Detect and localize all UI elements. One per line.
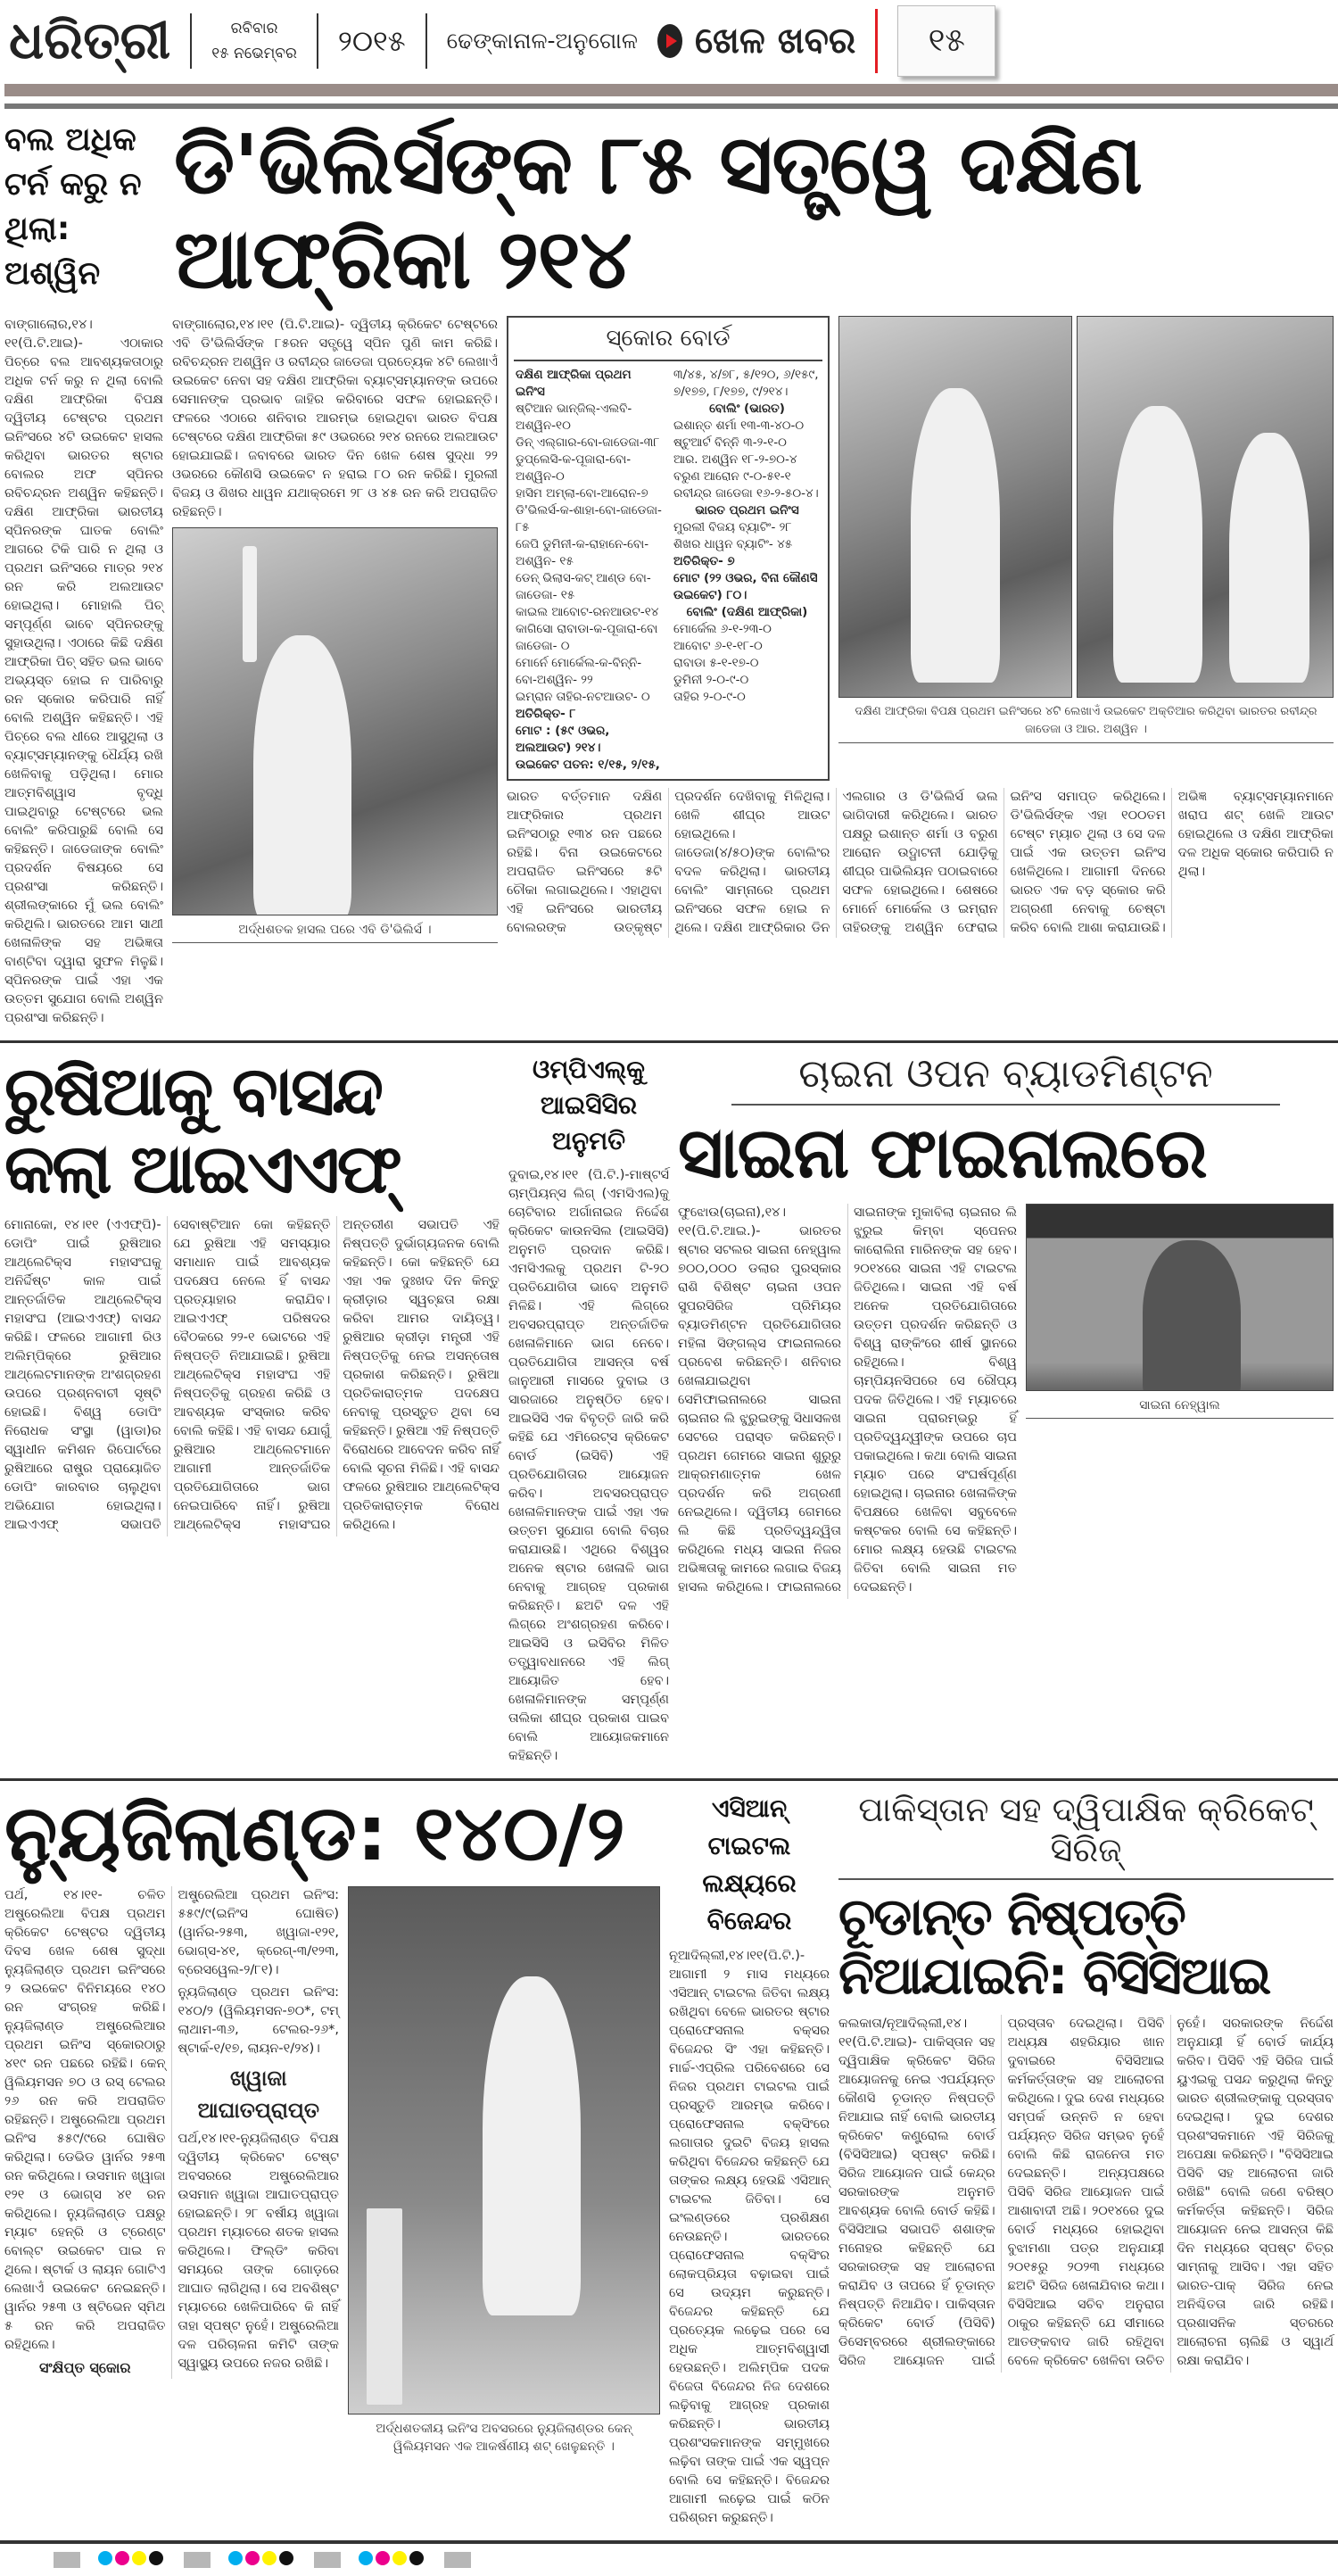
- scoreboard-line: ଇମ୍ରାନ ତାହିର-ନଟଆଉଟ- ୦: [516, 689, 650, 704]
- section-label: ଖେଳ ଖବର: [694, 21, 856, 62]
- scoreboard-line: ମୋଟ : (୫୯ ଓଭର, ଅଲଆଉଟ) ୨୧୪।: [516, 723, 610, 755]
- side-article-body: [4, 316, 163, 1031]
- paragraph: ବାଙ୍ଗାଲୋର,୧୪।୧୧ (ପି.ଟି.ଆଇ)- ଦ୍ୱିତୀୟ କ୍ରିକେଟ ଟେଷ୍ଟରେ ଏବି ଡି'ଭିଲିର୍ସଙ୍କ ୮୫ରନ ସତ୍ତ୍ୱେ ସ୍ପିନ ପୁଣି କାମ କରିଛି। ରବିଚନ୍ଦ୍ରନ ଅଶ୍ୱିନ ଓ ରବୀନ୍ଦ୍ର ଜାଡେଜା ପ୍ରତ୍ୟେକ ୪ଟି ଲେଖାଏଁ ଉଇକେଟ ନେବା ସହ ଦକ୍ଷିଣ ଆଫ୍ରିକା ବ୍ୟାଟ୍ସମ୍ୟାନଙ୍କ ଉପରେ ସେମାନଙ୍କ ପ୍ରଭାବ ଜାହିର କରିବାରେ ସଫଳ ହୋଇଛନ୍ତି। ଫଳରେ ଏଠାରେ ଶନିବାର ଆରମ୍ଭ ହୋଇଥିବା ଭାରତ ବିପକ୍ଷ ଟେଷ୍ଟରେ ଦକ୍ଷିଣ ଆଫ୍ରିକା ୫୯ ଓଭରରେ ୨୧୪ ରନରେ ଅଲଆଉଟ ହୋଇଯାଇଛି। ଜବାବରେ ଭାରତ ଦିନ ଖେଳ ଶେଷ ସୁଦ୍ଧା ୨୨ ଓଭରରେ କୌଣସି ଉଇକେଟ ନ ହରାଇ ୮୦ ରନ କରିଛି। ମୁରଲୀ ବିଜୟ ଓ ଶିଖର ଧାୱନ ଯଥାକ୍ରମେ ୨୮ ଓ ୪୫ ରନ କରି ଅପରାଜିତ ରହିଛନ୍ତି।: [172, 317, 498, 519]
- scoreboard-line: ଭାରତ ପ୍ରଥମ ଇନିଂସ: [695, 502, 799, 518]
- registration-mark: [262, 2551, 277, 2565]
- scoreboard-line: ଷ୍ଟୁଆର୍ଟ ବିନ୍ନି ୩-୨-୧-୦: [673, 435, 787, 450]
- divider: [731, 1104, 1280, 1106]
- scoreboard-title: ସ୍କୋର ବୋର୍ଡ: [514, 318, 822, 361]
- registration-mark: [228, 2551, 243, 2565]
- scoreboard-line: ଇଶାନ୍ତ ଶର୍ମା ୧୩-୩-୪୦-୦: [673, 418, 805, 433]
- photo-caption: ଅର୍ଦ୍ଧଶତକୀୟ ଇନିଂସ ଅବସରରେ ନ୍ୟୁଜିଲାଣ୍ଡର କେନ୍ ୱିଲିୟମସନ ଏକ ଆକର୍ଷଣୀୟ ଶଟ୍ ଖେଳୁଛନ୍ତି ।: [376, 2422, 632, 2455]
- scoreboard-line: ଆର. ଅଶ୍ୱିନ ୧୮-୨-୭୦-୪: [673, 451, 797, 467]
- paragraph: ମୋନାକୋ, ୧୪।୧୧ (ଏଏଫ୍‌ପି)- ଡୋପିଂ ପାଇଁ ରୁଷିଆର ଆଥ୍‌ଲେଟିକ୍ସ ମହାସଂଘକୁ ଅନିର୍ଦ୍ଦିଷ୍ଟ କାଳ ପାଇଁ ଆନ୍ତର୍ଜାତିକ ଆଥ୍‌ଲେଟିକ୍ସ ମହାସଂଘ (ଆଇଏଏଫ୍) ବାସନ୍ଦ କରିଛି। ଫଳରେ ଆଗାମୀ ରିଓ ଅଲିମ୍ପିକ୍‌ରେ ରୁଷିଆର ଆଥ୍‌ଲେଟମାନଙ୍କ ଅଂଶଗ୍ରହଣ ଉପରେ ପ୍ରଶ୍ନବାଚୀ ସୃଷ୍ଟି ହୋଇଛି। ବିଶ୍ୱ ଡୋପିଂ ନିରୋଧକ ସଂସ୍ଥା (ୱାଡା)ର ସ୍ୱାଧୀନ କମିଶନ ରିପୋର୍ଟରେ ରୁଷିଆରେ ରାଷ୍ଟ୍ର ପ୍ରାୟୋଜିତ ଡୋପିଂ କାରବାର ଚାଲୁଥିବା ଅଭିଯୋଗ ହୋଇଥିଲା। ଆଇଏଏଫ୍ ସଭାପତି ସେବାଷ୍ଟିଆନ କୋ କହିଛନ୍ତି ଯେ ରୁଷିଆ ଏହି ସମସ୍ୟାର ସମାଧାନ ପାଇଁ ଆବଶ୍ୟକ ପଦକ୍ଷେପ ନେଲେ ହିଁ ବାସନ୍ଦ ପ୍ରତ୍ୟାହାର କରାଯିବ। ଆଇଏଏଫ୍ ପରିଷଦର ବୈଠକରେ ୨୨-୧ ଭୋଟରେ ଏହି ନିଷ୍ପତ୍ତି ନିଆଯାଇଛି। ରୁଷିଆ ଆଥ୍‌ଲେଟିକ୍ସ ମହାସଂଘ ଏହି ନିଷ୍ପତ୍ତିକୁ ଗ୍ରହଣ କରିଛି ଓ ଆବଶ୍ୟକ ସଂସ୍କାର କରିବ ବୋଲି କହିଛି। ଏହି ବାସନ୍ଦ ଯୋଗୁଁ ରୁଷିଆର ଆଥ୍‌ଲେଟମାନେ ଆଗାମୀ ଆନ୍ତର୍ଜାତିକ ପ୍ରତିଯୋଗିତାରେ ଭାଗ ନେଇପାରିବେ ନାହିଁ। ରୁଷିଆ ଆଥ୍‌ଲେଟିକ୍ସ ମହାସଂଘର ଅନ୍ତରୀଣ ସଭାପତି ଏହି ନିଷ୍ପତ୍ତି ଦୁର୍ଭାଗ୍ୟଜନକ ବୋଲି କହିଛନ୍ତି। କୋ କହିଛନ୍ତି ଯେ ଏହା ଏକ ଦୁଃଖଦ ଦିନ କିନ୍ତୁ କ୍ରୀଡ଼ାର ସ୍ୱଚ୍ଛତା ରକ୍ଷା କରିବା ଆମର ଦାୟିତ୍ୱ। ରୁଷିଆର କ୍ରୀଡ଼ା ମନ୍ତ୍ରୀ ଏହି ନିଷ୍ପତ୍ତିକୁ ନେଇ ଅସନ୍ତୋଷ ପ୍ରକାଶ କରିଛନ୍ତି। ରୁଷିଆ ପ୍ରତିକାରାତ୍ମକ ପଦକ୍ଷେପ ନେବାକୁ ପ୍ରସ୍ତୁତ ଥିବା ସେ କହିଛନ୍ତି। ରୁଷିଆ ଏହି ନିଷ୍ପତ୍ତି ବିରୋଧରେ ଆବେଦନ କରିବ ନାହିଁ ବୋଲି ସୂଚନା ମିଳିଛି। ଏହି ବାସନ୍ଦ ଫଳରେ ରୁଷିଆର ଆଥ୍‌ଲେଟିକ୍ସ ପ୍ରତିକାରାତ୍ମକ ବିରୋଧ କରିଥିଲେ।: [4, 1218, 500, 1533]
- scoreboard-line: ତାହିର ୨-୦-୯-୦: [673, 689, 746, 704]
- date: ୧୫ ନଭେମ୍ବର: [211, 45, 297, 62]
- weekday: ରବିବାର: [230, 20, 278, 37]
- paragraph: ଫୁଝୋଉ(ଚାଇନା),୧୪।୧୧(ପି.ଟି.ଆଇ.)- ଭାରତର ଷ୍ଟାର ସଟଲର ସାଇନା ନେହ୍ୱାଲ ୭୦୦,୦୦୦ ଡଲାର ପୁରସ୍କାର ରାଶି ବିଶିଷ୍ଟ ଚାଇନା ଓପନ ସୁପରସିରିଜ ପ୍ରିମିୟର ବ୍ୟାଡମିଣ୍ଟନ ପ୍ରତିଯୋଗିତାର ମହିଳା ସିଙ୍ଗଲ୍ସ ଫାଇନାଲରେ ପ୍ରବେଶ କରିଛନ୍ତି। ଶନିବାର ଖେଳାଯାଇଥିବା ସେମିଫାଇନାଲରେ ସାଇନା ଚାଇନାର ଲି ଝୁରୁଇଙ୍କୁ ସିଧାସଳଖ ସେଟରେ ପରାସ୍ତ କରିଛନ୍ତି। ପ୍ରଥମ ଗେମରେ ସାଇନା ଶୁରୁରୁ ଆକ୍ରମଣାତ୍ମକ ଖେଳ ପ୍ରଦର୍ଶନ କରି ଅଗ୍ରଣୀ ନେଇଥିଲେ। ଦ୍ୱିତୀୟ ଗେମରେ ଲି କିଛି ପ୍ରତିଦ୍ୱନ୍ଦ୍ୱିତା କରିଥିଲେ ମଧ୍ୟ ସାଇନା ନିଜର ଅଭିଜ୍ଞତାକୁ କାମରେ ଲଗାଇ ବିଜୟ ହାସଲ କରିଥିଲେ। ଫାଇନାଲରେ ସାଇନାଙ୍କ ମୁକାବିଲା ଚାଇନାର ଲି ଝୁରୁଇ କିମ୍ବା ସ୍ପେନର କାରୋଲିନା ମାରିନଙ୍କ ସହ ହେବ। ୨୦୧୪ରେ ସାଇନା ଏହି ଟାଇଟଲ ଜିତିଥିଲେ। ସାଇନା ଏହି ବର୍ଷ ଅନେକ ପ୍ରତିଯୋଗିତାରେ ଉତ୍ତମ ପ୍ରଦର୍ଶନ କରିଛନ୍ତି ଓ ବିଶ୍ୱ ରାଙ୍କିଂରେ ଶୀର୍ଷ ସ୍ଥାନରେ ରହିଥିଲେ। ବିଶ୍ୱ ଚାମ୍ପିୟନସିପରେ ସେ ରୌପ୍ୟ ପଦକ ଜିତିଥିଲେ। ଏହି ମ୍ୟାଚରେ ସାଇନା ପ୍ରାରମ୍ଭରୁ ହିଁ ପ୍ରତିଦ୍ୱନ୍ଦ୍ୱୀଙ୍କ ଉପରେ ଚାପ ପକାଇଥିଲେ। କଥା ବୋଲି ସାଇନା ମ୍ୟାଚ ପରେ ସଂଘର୍ଷପୂର୍ଣ୍ଣ ହୋଇଥିଲା। ଚାଇନାର ଖେଳାଳିଙ୍କ ବିପକ୍ଷରେ ଖେଳିବା ସବୁବେଳେ କଷ୍ଟକର ବୋଲି ସେ କହିଛନ୍ତି। ମୋର ଲକ୍ଷ୍ୟ ହେଉଛି ଟାଇଟଲ ଜିତିବା ବୋଲି ସାଇନା ମତ ଦେଇଛନ୍ତି।: [678, 1205, 1017, 1594]
- paragraph: କଲକାତା/ନୂଆଦିଲ୍ଲୀ,୧୪।୧୧(ପି.ଟି.ଆଇ)- ପାକିସ୍ତାନ ସହ ଦ୍ୱିପାକ୍ଷିକ କ୍ରିକେଟ ସିରିଜ ଆୟୋଜନକୁ ନେଇ ଏପର୍ଯ୍ୟନ୍ତ କୌଣସି ଚୂଡାନ୍ତ ନିଷ୍ପତ୍ତି ନିଆଯାଇ ନାହିଁ ବୋଲି ଭାରତୀୟ କ୍ରିକେଟ କଣ୍ଟ୍ରୋଲ ବୋର୍ଡ (ବିସିସିଆଇ) ସ୍ପଷ୍ଟ କରିଛି। ସିରିଜ ଆୟୋଜନ ପାଇଁ କେନ୍ଦ୍ର ସରକାରଙ୍କ ଅନୁମତି ଆବଶ୍ୟକ ବୋଲି ବୋର୍ଡ କହିଛି। ବିସିସିଆଇ ସଭାପତି ଶଶାଙ୍କ ମନୋହର କହିଛନ୍ତି ଯେ ସରକାରଙ୍କ ସହ ଆଲୋଚନା କରାଯିବ ଓ ତାପରେ ହିଁ ଚୂଡାନ୍ତ ନିଷ୍ପତ୍ତି ନିଆଯିବ। ପାକିସ୍ତାନ କ୍ରିକେଟ ବୋର୍ଡ (ପିସିବି) ଡିସେମ୍ବରରେ ଶ୍ରୀଲଙ୍କାରେ ସିରିଜ ଆୟୋଜନ ପାଇଁ ପ୍ରସ୍ତାବ ଦେଇଥିଲା। ପିସିବି ଅଧ୍ୟକ୍ଷ ଶହରିୟାର ଖାନ ଦୁବାଇରେ ବିସିସିଆଇ କର୍ମକର୍ତ୍ତାଙ୍କ ସହ ଆଲୋଚନା କରିଥିଲେ। ଦୁଇ ଦେଶ ମଧ୍ୟରେ ସମ୍ପର୍କ ଉନ୍ନତି ନ ହେବା ପର୍ଯ୍ୟନ୍ତ ସିରିଜ ସମ୍ଭବ ନୁହେଁ ବୋଲି କିଛି ରାଜନେତା ମତ ଦେଇଛନ୍ତି। ଅନ୍ୟପକ୍ଷରେ ପିସିବି ସିରିଜ ଆୟୋଜନ ପାଇଁ ଆଶାବାଦୀ ଅଛି। ୨୦୧୪ରେ ଦୁଇ ବୋର୍ଡ ମଧ୍ୟରେ ହୋଇଥିବା ବୁଝାମଣା ପତ୍ର ଅନୁଯାୟୀ ୨୦୧୫ରୁ ୨୦୨୩ ମଧ୍ୟରେ ଛଅଟି ସିରିଜ ଖେଳାଯିବାର କଥା। ବିସିସିଆଇ ସଚିବ ଅନୁରାଗ ଠାକୁର କହିଛନ୍ତି ଯେ ସୀମାରେ ଆତଙ୍କବାଦ ଜାରି ରହିଥିବା ବେଳେ କ୍ରିକେଟ ଖେଳିବା ଉଚିତ ନୁହେଁ। ସରକାରଙ୍କ ନିର୍ଦ୍ଦେଶ ଅନୁଯାୟୀ ହିଁ ବୋର୍ଡ କାର୍ଯ୍ୟ କରିବ। ପିସିବି ଏହି ସିରିଜ ପାଇଁ ୟୁଏଇକୁ ପସନ୍ଦ କରୁଥିଲା କିନ୍ତୁ ଭାରତ ଶ୍ରୀଲଙ୍କାକୁ ପ୍ରସ୍ତାବ ଦେଇଥିଲା। ଦୁଇ ଦେଶର ପ୍ରଶଂସକମାନେ ଏହି ସିରିଜକୁ ଅପେକ୍ଷା କରିଛନ୍ତି। "ବିସିସିଆଇ ପିସିବି ସହ ଆଲୋଚନା ଜାରି ରଖିଛି" ବୋଲି ଜଣେ ବରିଷ୍ଠ କର୍ମକର୍ତ୍ତା କହିଛନ୍ତି। ସିରିଜ ଆୟୋଜନ ନେଇ ଆସନ୍ତା କିଛି ଦିନ ମଧ୍ୟରେ ସ୍ପଷ୍ଟ ଚିତ୍ର ସାମ୍ନାକୁ ଆସିବ। ଏହା ସହିତ ଭାରତ-ପାକ୍ ସିରିଜ ନେଇ ଅନିଶ୍ଚିତତା ଜାରି ରହିଛି। ପ୍ରଶାସନିକ ସ୍ତରରେ ଆଲୋଚନା ଚାଲିଛି ଓ ସ୍ୱାର୍ଥ ରକ୍ଷା କରାଯିବ।: [838, 2017, 1334, 2369]
- scoreboard-right-column: [673, 367, 821, 774]
- section-divider: [0, 1040, 1338, 1043]
- paragraph: ନୂଆଦିଲ୍ଲୀ,୧୪।୧୧(ପି.ଟି.)- ଆଗାମୀ ୨ ମାସ ମଧ୍ୟରେ ଏସିଆନ୍ ଟାଇଟଲ ଜିତିବା ଲକ୍ଷ୍ୟ ରଖିଥିବା ବେଳେ ଭାରତର ଷ୍ଟାର ପ୍ରୋଫେସନାଲ ବକ୍ସର ବିଜେନ୍ଦର ସିଂ ଏହା କହିଛନ୍ତି। ମାର୍ଚ୍ଚ-ଏପ୍ରିଲ ପରିବେଶରେ ସେ ନିଜର ପ୍ରଥମ ଟାଇଟଲ ପାଇଁ ପ୍ରସ୍ତୁତି ଆରମ୍ଭ କରିବେ। ପ୍ରୋଫେସନାଲ ବକ୍ସିଂରେ ଲଗାତାର ଦୁଇଟି ବିଜୟ ହାସଲ କରିଥିବା ବିଜେନ୍ଦର କହିଛନ୍ତି ଯେ ତାଙ୍କର ଲକ୍ଷ୍ୟ ହେଉଛି ଏସିଆନ୍ ଟାଇଟଲ ଜିତିବା। ସେ ଇଂଲଣ୍ଡରେ ପ୍ରଶିକ୍ଷଣ ନେଉଛନ୍ତି। ଭାରତରେ ପ୍ରୋଫେସନାଲ ବକ୍ସିଂର ଲୋକପ୍ରିୟତା ବଢ଼ାଇବା ପାଇଁ ସେ ଉଦ୍ୟମ କରୁଛନ୍ତି। ବିଜେନ୍ଦର କହିଛନ୍ତି ଯେ ପ୍ରତ୍ୟେକ ଲଢ଼େଇ ପରେ ସେ ଅଧିକ ଆତ୍ମବିଶ୍ୱାସୀ ହେଉଛନ୍ତି। ଅଲିମ୍ପିକ ପଦକ ବିଜେତା ବିଜେନ୍ଦର ନିଜ ଦେଶରେ ଲଢ଼ିବାକୁ ଆଗ୍ରହ ପ୍ରକାଶ କରିଛନ୍ତି। ଭାରତୀୟ ପ୍ରଶଂସକମାନଙ୍କ ସମ୍ମୁଖରେ ଲଢ଼ିବା ତାଙ୍କ ପାଇଁ ଏକ ସ୍ୱପ୍ନ ବୋଲି ସେ କହିଛନ୍ତି। ବିଜେନ୍ଦର ଆଗାମୀ ଲଢ଼େଇ ପାଇଁ କଠିନ ପରିଶ୍ରମ କରୁଛନ୍ତି।: [669, 1948, 830, 2525]
- scoreboard-line: ମୋଟ (୨୨ ଓଭର, ବିନା କୌଣସି ଉଇକେଟ) ୮୦।: [673, 570, 818, 602]
- bcci-kicker: ପାକିସ୍ତାନ ସହ ଦ୍ୱିପାକ୍ଷିକ କ୍ରିକେଟ୍ ସିରିଜ୍: [858, 1789, 1314, 1870]
- scoreboard-line: ହାସିମ ଅମ୍‌ଲା-ବୋ-ଆରୋନ-୭: [516, 485, 648, 501]
- print-mark: [314, 2552, 341, 2568]
- paragraph: ଭାରତ ବର୍ତ୍ତମାନ ଦକ୍ଷିଣ ଆଫ୍ରିକାର ପ୍ରଥମ ଇନିଂସଠାରୁ ୧୩୪ ରନ ପଛରେ ରହିଛି। ବିନା ଉଇକେଟରେ ଅପରାଜିତ ଇନିଂସରେ ୫ଟି ଚୌକା ଲଗାଇଥିଲେ। ଏହାଥିବା ଏହି ଇନିଂସରେ ଭାରତୀୟ ବୋଲରଙ୍କ ଉତ୍କୃଷ୍ଟ ପ୍ରଦର୍ଶନ ଦେଖିବାକୁ ମିଳିଥିଲା। ଖେଳି ଶୀଘ୍ର ଆଉଟ ହୋଇଥିଲେ। ଜାଡେଜା(୪/୫୦)ଙ୍କ ବୋଲିଂର ବଦଳ କରିଥିଲା। ଭାରତୀୟ ବୋଲିଂ ସାମ୍ନାରେ ପ୍ରଥମ ଇନିଂସରେ ସଫଳ ହୋଇ ନ ଥିଲେ। ଦକ୍ଷିଣ ଆଫ୍ରିକାର ଡିନ ଏଲଗାର ଓ ଡି'ଭିଲିର୍ସ ଭଲ ଭାଗିଦାରୀ କରିଥିଲେ। ଭାରତ ପକ୍ଷରୁ ଇଶାନ୍ତ ଶର୍ମା ଓ ବରୁଣ ଆରୋନ ଉଦ୍ଘାଟନୀ ଯୋଡ଼ିକୁ ଶୀଘ୍ର ପାଭିଲିୟନ ପଠାଇବାରେ ସଫଳ ହୋଇଥିଲେ। ଶେଷରେ ମୋର୍ନେ ମୋର୍କେଲ ଓ ଇମ୍ରାନ ତାହିରଙ୍କୁ ଅଶ୍ୱିନ ଫେରାଇ ଇନିଂସ ସମାପ୍ତ କରିଥିଲେ। ଡି'ଭିଲିର୍ସଙ୍କ ଏହା ୧୦୦ତମ ଟେଷ୍ଟ ମ୍ୟାଚ ଥିଲା ଓ ସେ ଦଳ ପାଇଁ ଏକ ଉତ୍ତମ ଇନିଂସ ଖେଳିଥିଲେ। ଆଗାମୀ ଦିନରେ ଭାରତ ଏକ ବଡ଼ ସ୍କୋର କରି ଅଗ୍ରଣୀ ନେବାକୁ ଚେଷ୍ଟା କରିବ ବୋଲି ଆଶା କରାଯାଉଛି। ଅଭିଜ୍ଞ ବ୍ୟାଟ୍ସମ୍ୟାନମାନେ ଖରାପ ଶଟ୍ ଖେଳି ଆଉଟ ହୋଇଥିଲେ ଓ ଦକ୍ଷିଣ ଆଫ୍ରିକା ଦଳ ଅଧିକ ସ୍କୋର କରିପାରି ନ ଥିଲା।: [507, 789, 1334, 935]
- divider: [838, 742, 1334, 743]
- main-headline: ଡି'ଭିଲିର୍ସଙ୍କ ୮୫ ସତ୍ତ୍ୱେ ଦକ୍ଷିଣ ଆଫ୍ରିକା ୨୧୪: [174, 117, 1142, 307]
- divider: [190, 13, 192, 69]
- scoreboard-line: ମୋର୍ନେ ମୋର୍କେଲ-କ-ବିନ୍ନି-ବୋ-ଅଶ୍ୱିନ- ୨୨: [516, 655, 642, 687]
- scoreboard-line: ମୋର୍କେଲ ୬-୧-୨୩-୦: [673, 621, 772, 636]
- masthead: [0, 0, 1338, 80]
- play-bullet-icon: [657, 24, 682, 58]
- scoreboard-line: ଆବୋଟ ୬-୧-୧୮-୦: [673, 638, 763, 653]
- newspaper-logo: ଧରିତ୍ରୀ: [9, 10, 171, 71]
- nz-headline: ନ୍ୟୁଜିଲାଣ୍ଡ: ୧୪୦/୨: [4, 1788, 625, 1878]
- scoreboard: [507, 316, 830, 781]
- subheading: ଖ୍ୱାଜା ଆଘାତପ୍ରାପ୍ତ: [197, 2066, 319, 2124]
- registration-mark: [132, 2551, 146, 2565]
- header-bar: [4, 104, 1338, 109]
- ompl-headline: ଓମ୍ପିଏଲ୍‌କୁ ଆଇସିସିର ଅନୁମତି: [533, 1054, 645, 1155]
- divider: [875, 9, 878, 73]
- scoreboard-line: କାଗିସୋ ରାବାଡା-କ-ପୂଜାରା-ବୋ ଜାଡେଜା- ୦: [516, 621, 658, 653]
- paragraph: ନ୍ୟୁଜିଲାଣ୍ଡ ପ୍ରଥମ ଇନିଂସ: ୧୪୦/୨ (ୱିଲିୟମସନ-୭୦*, ଟମ୍ ଲାଥାମ-୩୬, ଟେଲର-୨୬*, ଷ୍ଟାର୍କ-୧/୧୭, ଲାୟନ-୧/୨୪)।: [178, 1985, 339, 2057]
- saina-article-body: [678, 1204, 1017, 1599]
- scoreboard-line: ଜେପି ଡୁମିନୀ-କ-ରାହାନେ-ବୋ-ଅଶ୍ୱିନ- ୧୫: [516, 536, 649, 568]
- scoreboard-line: ଉଇକେଟ ପତନ: ୧/୧୫, ୨/୧୫,: [516, 757, 660, 772]
- scoreboard-line: ମୁରଲୀ ବିଜୟ ବ୍ୟାଟିଂ- ୨୮: [673, 519, 792, 534]
- paragraph: ଦୁବାଇ,୧୪।୧୧ (ପି.ଟି.)-ମାଷ୍ଟର୍ସ ଚାମ୍ପିୟନ୍ସ ଲିଗ୍ (ଏମସିଏଲ)କୁ ଚୋଟିବାର ଅର୍ଗାନାଇଜ ନିର୍ଦ୍ଦେଶ କ୍ରିକେଟ କାଉନସିଲ (ଆଇସିସି) ଅନୁମତି ପ୍ରଦାନ କରିଛି। ଏମସିଏଲକୁ ପ୍ରଥମ ଟି-୨୦ ପ୍ରତିଯୋଗିତା ଭାବେ ଅନୁମତି ମିଳିଛି। ଏହି ଲିଗ୍‌ରେ ଅବସରପ୍ରାପ୍ତ ଅନ୍ତର୍ଜାତିକ ଖେଳାଳିମାନେ ଭାଗ ନେବେ। ପ୍ରତିଯୋଗିତା ଆସନ୍ତା ବର୍ଷ ଜାନୁଆରୀ ମାସରେ ଦୁବାଇ ଓ ସାରଜାରେ ଅନୁଷ୍ଠିତ ହେବ। ଆଇସିସି ଏକ ବିବୃତ୍ତି ଜାରି କରି କହିଛି ଯେ ଏମିରେଟ୍ସ କ୍ରିକେଟ ବୋର୍ଡ (ଇସିବି) ଏହି ପ୍ରତିଯୋଗିତାର ଆୟୋଜନ କରିବ। ଅବସରପ୍ରାପ୍ତ ଖେଳାଳିମାନଙ୍କ ପାଇଁ ଏହା ଏକ ଉତ୍ତମ ସୁଯୋଗ ବୋଲି ବିଚାର କରାଯାଉଛି। ଏଥିରେ ବିଶ୍ୱର ଅନେକ ଷ୍ଟାର ଖେଳାଳି ଭାଗ ନେବାକୁ ଆଗ୍ରହ ପ୍ରକାଶ କରିଛନ୍ତି। ଛଅଟି ଦଳ ଏହି ଲିଗ୍‌ରେ ଅଂଶଗ୍ରହଣ କରିବେ। ଆଇସିସି ଓ ଇସିବିର ମିଳିତ ତତ୍ତ୍ୱାବଧାନରେ ଏହି ଲିଗ୍ ଆୟୋଜିତ ହେବ। ଖେଳାଳିମାନଙ୍କ ସମ୍ପୂର୍ଣ୍ଣ ତାଲିକା ଶୀଘ୍ର ପ୍ରକାଶ ପାଇବ ବୋଲି ଆୟୋଜକମାନେ କହିଛନ୍ତି।: [508, 1167, 669, 1763]
- main-article-body-bottom: [507, 788, 1334, 938]
- vijender-article: [669, 1790, 830, 2531]
- registration-mark: [115, 2551, 129, 2565]
- russia-article-body: [4, 1216, 500, 1536]
- nz-photo-block: [348, 1886, 660, 2456]
- photo-group: [838, 316, 1334, 747]
- scoreboard-line: ଡେନ୍ ଭିଲାସ-କଟ୍ ଆଣ୍ଡ ବୋ-ଜାଡେଜା- ୧୫: [516, 570, 651, 602]
- paragraph: ଅଷ୍ଟ୍ରେଲିଆ ପ୍ରଥମ ଇନିଂସ: ୫୫୯/୯(ଇନିଂସ ଘୋଷିତ) (ୱାର୍ନର-୨୫୩, ଖ୍ୱାଜା-୧୨୧, ଭୋଗ୍ସ-୪୧, କ୍ରେଗ୍-୩/୧୨୩, ବ୍ରେସୱେଲ-୨/୮୧)।: [178, 1888, 339, 1978]
- registration-mark: [245, 2551, 260, 2565]
- scoreboard-line: କାଇଲ ଆବୋଟ-ରନଆଉଟ-୧୪: [516, 604, 659, 619]
- photo-caption: ଦକ୍ଷିଣ ଆଫ୍ରିକା ବିପକ୍ଷ ପ୍ରଥମ ଇନିଂସରେ ୪ଟି ଲେଖାଏଁ ଉଇକେଟ ଅକ୍ତିଆର କରିଥିବା ଭାରତର ରବୀନ୍ଦ୍ର ଜାଡେଜା ଓ ଆର. ଅଶ୍ୱିନ ।: [855, 704, 1317, 736]
- section-divider: [0, 1778, 1338, 1781]
- scoreboard-line: ଡି'ଭିଲର୍ସ-କ-ଶାହା-ବୋ-ଜାଡେଜା- ୮୫: [516, 502, 662, 534]
- top-story-headlines: [0, 118, 1338, 307]
- divider: [1026, 1418, 1334, 1419]
- scoreboard-line: ଦକ୍ଷିଣ ଆଫ୍ରିକା ପ୍ରଥମ ଇନିଂସ: [516, 367, 632, 399]
- scoreboard-line: ୩/୪୫, ୪/୭୮, ୫/୧୨୦, ୬/୧୫୯, ୭/୧୭୭, ୮/୧୭୭, ୯/୨୧୪।: [673, 367, 819, 399]
- photo-ashwin: [1077, 316, 1334, 698]
- scoreboard-line: ଷ୍ଟିଆନ ଭାନ୍‌ଜିଲ୍-ଏଲବି-ଅଶ୍ୱିନ-୧୦: [516, 401, 632, 433]
- registration-mark: [392, 2551, 407, 2565]
- ompl-article-body: [508, 1166, 669, 1766]
- top-right-column: [507, 316, 1334, 938]
- russia-headline: ରୁଷିଆକୁ ବାସନ୍ଦ କଲା ଆଇଏଏଫ୍: [4, 1050, 400, 1208]
- middle-band: [0, 1052, 1338, 1769]
- vijender-article-body: [669, 1947, 830, 2528]
- photo-caption: ଅର୍ଦ୍ଧଶତକ ହାସଲ ପରେ ଏବି ଡି'ଭିଲିର୍ସ ।: [238, 922, 432, 937]
- photo-saina-nehwal: [1026, 1204, 1334, 1391]
- main-article-body-top: [172, 316, 498, 522]
- scoreboard-line: ଅତିରିକ୍ତ- ୭: [673, 553, 735, 568]
- scoreboard-line: ବରୁଣ ଆରୋନ ୯-୦-୫୧-୧: [673, 468, 791, 484]
- divider: [172, 942, 498, 943]
- photo-jadeja: [838, 316, 1072, 698]
- scoreboard-line: ଡୁମିନୀ ୨-୦-୯-୦: [673, 672, 749, 687]
- bcci-article: [838, 1790, 1334, 2373]
- photo-de-villiers: [172, 527, 498, 915]
- divider: [425, 13, 427, 69]
- header-bar: [4, 84, 1338, 96]
- top-story: [0, 316, 1338, 1031]
- registration-mark: [409, 2551, 424, 2565]
- scoreboard-line: ରାବାଡା ୫-୧-୧୭-୦: [673, 655, 759, 670]
- edition-region: ଢେଙ୍କାନାଳ-ଅନୁଗୋଳ: [446, 28, 638, 54]
- bottom-band: [0, 1790, 1338, 2531]
- scoreboard-line: ଡିନ୍ ଏଲ୍‌ଗାର-ବୋ-ଜାଡେଜା-୩୮: [516, 435, 660, 450]
- nz-article-body: [4, 1886, 339, 2379]
- year: ୨୦୧୫: [337, 23, 406, 58]
- saina-kicker: ଚାଇନା ଓପନ ବ୍ୟାଡମିଣ୍ଟନ: [798, 1050, 1213, 1097]
- registration-mark: [376, 2551, 390, 2565]
- photo-kane-williamson: [348, 1886, 660, 2414]
- print-mark: [184, 2552, 211, 2568]
- scoreboard-line: ଶିଖର ଧାୱନ ବ୍ୟାଟିଂ- ୪୫: [673, 536, 793, 551]
- nz-article: [4, 1790, 660, 2456]
- saina-photo-block: [1026, 1204, 1334, 1422]
- print-mark: [54, 2552, 80, 2568]
- registration-mark: [149, 2551, 163, 2565]
- side-headline: ବଲ ଅଧିକ ଟର୍ନ କରୁ ନ ଥିଲା: ଅଶ୍ୱିନ: [4, 121, 142, 292]
- ompl-article: [508, 1052, 669, 1769]
- saina-headline: ସାଇନା ଫାଇନାଲରେ: [678, 1114, 1206, 1195]
- scoreboard-line: ରବୀନ୍ଦ୍ର ଜାଡେଜା ୧୬-୨-୫୦-୪।: [673, 485, 819, 501]
- registration-mark: [359, 2551, 373, 2565]
- scoreboard-line: ଡୁପ୍ଲେସି-କ-ପୂଜାରା-ବୋ-ଅଶ୍ୱିନ-୦: [516, 451, 632, 484]
- scoreboard-left-column: [516, 367, 663, 774]
- print-mark: [444, 2552, 471, 2568]
- subheading: ସଂକ୍ଷିପ୍ତ ସ୍କୋର: [39, 2359, 131, 2377]
- section-title: [657, 21, 855, 62]
- registration-mark: [98, 2551, 112, 2565]
- scoreboard-line: ବୋଲିଂ (ଭାରତ): [709, 401, 785, 416]
- print-marks: [0, 2544, 1338, 2576]
- divider: [317, 13, 318, 69]
- issue-date: [211, 16, 297, 66]
- page-number: ୧୫: [897, 5, 995, 77]
- top-middle-column: [172, 316, 498, 947]
- paragraph: ବାଙ୍ଗାଲୋର,୧୪।୧୧(ପି.ଟି.ଆଇ)- ଏଠାକାର ପିଚ୍‌ରେ ବଲ ଆବଶ୍ୟକତାଠାରୁ ଅଧିକ ଟର୍ନ କରୁ ନ ଥିଲା ବୋଲି ଦକ୍ଷିଣ ଆଫ୍ରିକା ବିପକ୍ଷ ଦ୍ୱିତୀୟ ଟେଷ୍ଟର ପ୍ରଥମ ଇନିଂସରେ ୪ଟି ଉଇକେଟ ହାସଲ କରିଥିବା ଭାରତର ଷ୍ଟାର ବୋଲର ଅଫ ସ୍ପିନର ରବିଚନ୍ଦ୍ରନ ଅଶ୍ୱିନ କହିଛନ୍ତି। ଦକ୍ଷିଣ ଆଫ୍ରିକା ଭାରତୀୟ ସ୍ପିନରଙ୍କ ଘାତକ ବୋଲିଂ ଆଗରେ ଟିକି ପାରି ନ ଥିଲା ଓ ପ୍ରଥମ ଇନିଂସରେ ମାତ୍ର ୨୧୪ ରନ କରି ଅଲଆଉଟ ହୋଇଥିଲା। ମୋହାଲି ପିଚ୍ ସମ୍ପୂର୍ଣ୍ଣ ଭାବେ ସ୍ପିନରଙ୍କୁ ସୁହାଉଥିଲା। ଏଠାରେ କିଛି ଦକ୍ଷିଣ ଆଫ୍ରିକା ପିଚ୍ ସହିତ ଭଲ ଭାବେ ଅଭ୍ୟସ୍ତ ହୋଇ ନ ପାରିବାରୁ ରନ ସ୍କୋର କରିପାରି ନାହିଁ ବୋଲି ଅଶ୍ୱିନ କହିଛନ୍ତି। ଏହି ପିଚ୍‌ରେ ବଲ ଧୀରେ ଆସୁଥିଲା ଓ ବ୍ୟାଟ୍ସମ୍ୟାନଙ୍କୁ ଧୈର୍ଯ୍ୟ ରଖି ଖେଳିବାକୁ ପଡ଼ିଥିଲା। ମୋର ଆତ୍ମବିଶ୍ୱାସ ବୃଦ୍ଧି ପାଇଥିବାରୁ ଟେଷ୍ଟରେ ଭଲ ବୋଲିଂ କରିପାରୁଛି ବୋଲି ସେ କହିଛନ୍ତି। ଜାଡେଜାଙ୍କ ବୋଲିଂ ପ୍ରଦର୍ଶନ ବିଷୟରେ ସେ ପ୍ରଶଂସା କରିଛନ୍ତି। ଶ୍ରୀଲଙ୍କାରେ ମୁଁ ଭଲ ବୋଲିଂ କରିଥିଲି। ଭାରତରେ ଆମ ସାଥୀ ଖେଳାଳିଙ୍କ ସହ ଅଭିଜ୍ଞତା ବାଣ୍ଟିବା ଦ୍ୱାରା ସୁଫଳ ମିଳୁଛି। ସ୍ପିନରଙ୍କ ପାଇଁ ଏହା ଏକ ଉତ୍ତମ ସୁଯୋଗ ବୋଲି ଅଶ୍ୱିନ ପ୍ରଶଂସା କରିଛନ୍ତି।: [4, 317, 163, 1025]
- scoreboard-line: ବୋଲିଂ (ଦକ୍ଷିଣ ଆଫ୍ରିକା): [686, 604, 808, 619]
- bcci-headline: ଚୂଡାନ୍ତ ନିଷ୍ପତ୍ତି ନିଆଯାଇନି: ବିସିସିଆଇ: [838, 1885, 1270, 2007]
- russia-article: [4, 1052, 500, 1536]
- paragraph: ପର୍ଥ, ୧୪।୧୧- ଚଳିତ ଅଷ୍ଟ୍ରେଲିଆ ବିପକ୍ଷ ପ୍ରଥମ କ୍ରିକେଟ ଟେଷ୍ଟର ଦ୍ୱିତୀୟ ଦିବସ ଖେଳ ଶେଷ ସୁଦ୍ଧା ନ୍ୟୁଜିଲାଣ୍ଡ ପ୍ରଥମ ଇନିଂସରେ ୨ ଉଇକେଟ ବିନିମୟରେ ୧୪୦ ରନ ସଂଗ୍ରହ କରିଛି। ନ୍ୟୁଜିଲାଣ୍ଡ ଅଷ୍ଟ୍ରେଲିଆର ପ୍ରଥମ ଇନିଂସ ସ୍କୋରଠାରୁ ୪୧୯ ରନ ପଛରେ ରହିଛି। କେନ୍ ୱିଲିୟମସନ ୭୦ ଓ ରସ୍ ଟେଲର ୨୬ ରନ କରି ଅପରାଜିତ ରହିଛନ୍ତି। ଅଷ୍ଟ୍ରେଲିଆ ପ୍ରଥମ ଇନିଂସ ୫୫୯/୯ରେ ଘୋଷିତ କରିଥିଲା। ଡେଭିଡ ୱାର୍ନର ୨୫୩ ରନ କରିଥିଲେ। ଉସମାନ ଖ୍ୱାଜା ୧୨୧ ଓ ଭୋଗ୍ସ ୪୧ ରନ କରିଥିଲେ। ନ୍ୟୁଜିଲାଣ୍ଡ ପକ୍ଷରୁ ମ୍ୟାଟ ହେନ୍ରି ଓ ଟ୍ରେଣ୍ଟ ବୋଲ୍ଟ ଉଇକେଟ ପାଇ ନ ଥିଲେ। ଷ୍ଟାର୍କ ଓ ଲାୟନ ଗୋଟିଏ ଲେଖାଏଁ ଉଇକେଟ ନେଇଛନ୍ତି। ୱାର୍ନର ୨୫୩ ଓ ଷ୍ଟିଭେନ ସ୍ମିଥ ୫ ରନ କରି ଅପରାଜିତ ରହିଥିଲେ।: [4, 1888, 166, 2353]
- divider: [838, 1878, 1334, 1880]
- saina-article: [678, 1052, 1334, 1599]
- registration-mark: [279, 2551, 293, 2565]
- paragraph: ପର୍ଥ,୧୪।୧୧-ନ୍ୟୁଜିଲାଣ୍ଡ ବିପକ୍ଷ ଦ୍ୱିତୀୟ କ୍ରିକେଟ ଟେଷ୍ଟ ଅବସରରେ ଅଷ୍ଟ୍ରେଲିଆର ଉସମାନ ଖ୍ୱାଜା ଆଘାତପ୍ରାପ୍ତ ହୋଇଛନ୍ତି। ୨୮ ବର୍ଷୀୟ ଖ୍ୱାଜା ପ୍ରଥମ ମ୍ୟାଚରେ ଶତକ ହାସଲ କରିଥିଲେ। ଫିଲ୍ଡିଂ କରିବା ସମୟରେ ତାଙ୍କ ଗୋଡ଼ରେ ଆଘାତ ଲାଗିଥିଲା। ସେ ଅବଶିଷ୍ଟ ମ୍ୟାଚରେ ଖେଳିପାରିବେ କି ନାହିଁ ତାହା ସ୍ପଷ୍ଟ ନୁହେଁ। ଅଷ୍ଟ୍ରେଲିଆ ଦଳ ପରିଚାଳନା କମିଟି ତାଙ୍କ ସ୍ୱାସ୍ଥ୍ୟ ଉପରେ ନଜର ରଖିଛି।: [178, 2132, 339, 2372]
- vijender-headline: ଏସିଆନ୍ ଟାଇଟଲ ଲକ୍ଷ୍ୟରେ ବିଜେନ୍ଦର: [702, 1793, 797, 1935]
- bcci-article-body: [838, 2015, 1334, 2372]
- photo-caption: ସାଇନା ନେହ୍ୱାଲ: [1139, 1397, 1220, 1412]
- scoreboard-line: ଅତିରିକ୍ତ- ୮: [516, 706, 576, 721]
